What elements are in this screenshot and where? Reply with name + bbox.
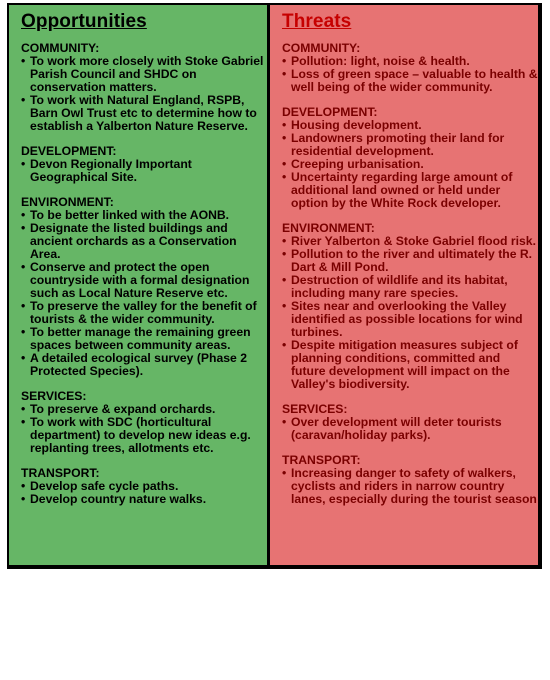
swot-board <box>7 3 542 569</box>
bullet-icon: • <box>21 351 26 365</box>
section-title: COMMUNITY: <box>21 41 100 55</box>
list-item <box>282 300 538 339</box>
list-item <box>21 493 267 506</box>
bullet-icon: • <box>21 93 26 107</box>
section-title: DEVELOPMENT: <box>21 144 117 158</box>
bullet-list <box>282 416 538 442</box>
bullet-icon: • <box>282 131 287 145</box>
list-item <box>21 300 267 326</box>
bullet-icon: • <box>21 157 26 171</box>
list-item <box>282 68 538 94</box>
threats-sections <box>282 42 538 506</box>
list-item <box>21 55 267 94</box>
section <box>21 145 267 184</box>
section-title: SERVICES: <box>21 389 87 403</box>
list-item-text: River Yalberton & Stoke Gabriel flood risk. <box>291 234 536 248</box>
list-item-text: Over development will deter tourists (caravan/holiday parks). <box>291 415 502 442</box>
bullet-list <box>282 467 538 506</box>
list-item <box>282 467 538 506</box>
bullet-icon: • <box>21 479 26 493</box>
list-item-text: Creeping urbanisation. <box>291 157 424 171</box>
threats-panel <box>270 5 538 565</box>
list-item <box>21 352 267 378</box>
threats-heading: Threats <box>282 11 352 32</box>
list-item-text: Develop country nature walks. <box>30 492 207 506</box>
bullet-icon: • <box>282 170 287 184</box>
section-title: TRANSPORT: <box>21 466 100 480</box>
section-title: DEVELOPMENT: <box>282 105 378 119</box>
list-item <box>282 132 538 158</box>
bullet-icon: • <box>282 466 287 480</box>
list-item-text: To work more closely with Stoke Gabriel Parish Council and SHDC on conservation matters. <box>30 54 264 94</box>
bullet-icon: • <box>282 415 287 429</box>
list-item-text: Increasing danger to safety of walkers, cyclists and riders in narrow country lanes, especially during the tourist season <box>291 466 537 506</box>
bullet-list <box>21 480 267 506</box>
list-item <box>21 222 267 261</box>
section <box>282 42 538 94</box>
section-title: TRANSPORT: <box>282 453 361 467</box>
list-item-text: Landowners promoting their land for residential development. <box>291 131 505 158</box>
list-item-text: Destruction of wildlife and its habitat, including many rare species. <box>291 273 508 300</box>
list-item <box>282 274 538 300</box>
bullet-icon: • <box>21 54 26 68</box>
section <box>282 454 538 506</box>
bullet-icon: • <box>282 338 287 352</box>
bullet-icon: • <box>21 260 26 274</box>
list-item-text: Conserve and protect the open countryside with a formal designation such as Local Nature Reserve etc. <box>30 260 250 300</box>
list-item <box>21 416 267 455</box>
list-item-text: Pollution: light, noise & health. <box>291 54 470 68</box>
list-item-text: To preserve the valley for the benefit of tourists & the wider community. <box>30 299 257 326</box>
bullet-icon: • <box>282 299 287 313</box>
bullet-icon: • <box>21 415 26 429</box>
section <box>282 403 538 442</box>
section-title: ENVIRONMENT: <box>282 221 375 235</box>
list-item <box>21 261 267 300</box>
section <box>21 467 267 506</box>
list-item-text: To work with Natural England, RSPB, Barn Owl Trust etc to determine how to establish a Yalberton Nature Reserve. <box>30 93 257 133</box>
section <box>282 106 538 210</box>
list-item-text: Sites near and overlooking the Valley identified as possible locations for wind turbines. <box>291 299 523 339</box>
list-item-text: Develop safe cycle paths. <box>30 479 179 493</box>
bullet-icon: • <box>21 325 26 339</box>
section <box>21 390 267 455</box>
list-item-text: Despite mitigation measures subject of planning conditions, committed and future development will impact on the Valley's biodiversity. <box>291 338 518 391</box>
list-item <box>21 326 267 352</box>
section-title: SERVICES: <box>282 402 348 416</box>
section-title: ENVIRONMENT: <box>21 195 114 209</box>
bullet-icon: • <box>282 67 287 81</box>
bullet-list <box>282 235 538 391</box>
list-item-text: Uncertainty regarding large amount of additional land owned or held under option by the White Rock developer. <box>291 170 513 210</box>
bullet-icon: • <box>21 402 26 416</box>
bullet-icon: • <box>282 54 287 68</box>
bullet-icon: • <box>21 221 26 235</box>
list-item <box>282 171 538 210</box>
bullet-icon: • <box>282 273 287 287</box>
bullet-icon: • <box>21 299 26 313</box>
opportunities-heading: Opportunities <box>21 11 147 32</box>
bullet-icon: • <box>21 208 26 222</box>
list-item <box>21 158 267 184</box>
bullet-icon: • <box>21 492 26 506</box>
list-item-text: To better manage the remaining green spaces between community areas. <box>30 325 251 352</box>
bullet-list <box>21 403 267 455</box>
bullet-icon: • <box>282 118 287 132</box>
list-item-text: To work with SDC (horticultural department) to develop new ideas e.g. replanting trees, allotments etc. <box>30 415 251 455</box>
list-item <box>21 94 267 133</box>
section <box>282 222 538 391</box>
list-item-text: Designate the listed buildings and ancient orchards as a Conservation Area. <box>30 221 237 261</box>
bullet-list <box>21 55 267 133</box>
opportunities-panel <box>9 5 270 565</box>
list-item-text: Loss of green space – valuable to health & well being of the wider community. <box>291 67 538 94</box>
bullet-list <box>21 158 267 184</box>
list-item-text: Devon Regionally Important Geographical Site. <box>30 157 192 184</box>
section-title: COMMUNITY: <box>282 41 361 55</box>
list-item-text: Pollution to the river and ultimately the R. Dart & Mill Pond. <box>291 247 533 274</box>
list-item <box>282 416 538 442</box>
section <box>21 42 267 133</box>
list-item-text: Housing development. <box>291 118 422 132</box>
bullet-icon: • <box>282 247 287 261</box>
bullet-icon: • <box>282 157 287 171</box>
list-item-text: To be better linked with the AONB. <box>30 208 230 222</box>
bullet-icon: • <box>282 234 287 248</box>
list-item-text: To preserve & expand orchards. <box>30 402 216 416</box>
section <box>21 196 267 378</box>
list-item-text: A detailed ecological survey (Phase 2 Protected Species). <box>30 351 247 378</box>
bullet-list <box>282 55 538 94</box>
list-item <box>282 339 538 391</box>
bullet-list <box>282 119 538 210</box>
opportunities-sections <box>21 42 267 506</box>
bullet-list <box>21 209 267 378</box>
list-item <box>282 248 538 274</box>
